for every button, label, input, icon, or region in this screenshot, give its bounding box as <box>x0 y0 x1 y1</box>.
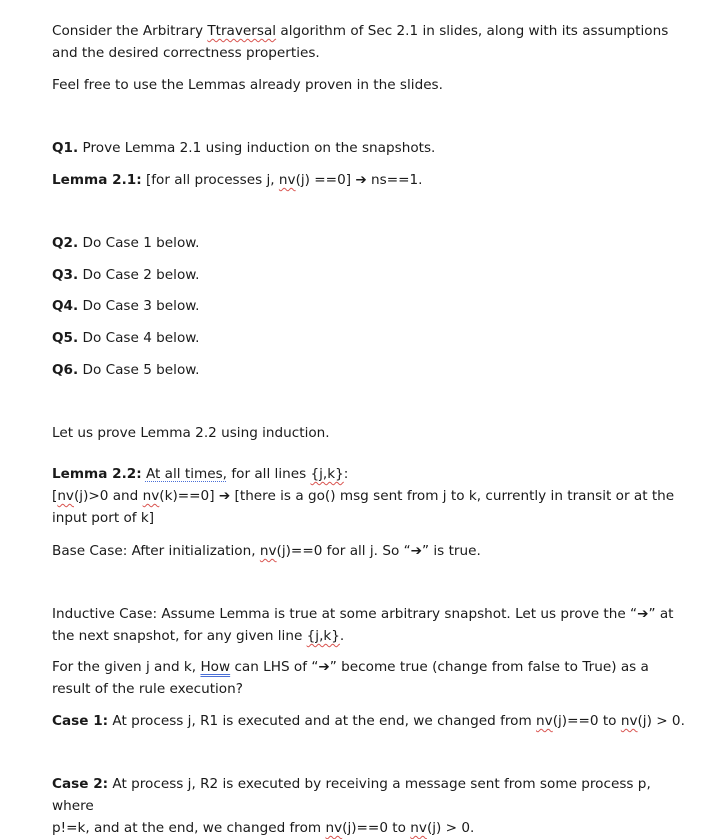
lemma-2-1 <box>52 169 692 191</box>
lemma-2-2-line-jk: {j,k} <box>310 466 344 482</box>
base-case <box>52 540 692 562</box>
inductive-period: . <box>339 628 345 644</box>
lemma-2-2-text-c: for all lines <box>227 466 311 482</box>
inductive-text-b: ” at <box>648 606 674 622</box>
lemma-2-2-text-h: (j)>0 and <box>73 488 143 504</box>
lemma-2-2-text-k: [there is a go() msg sent from j to k, currently in transit or at the <box>230 488 675 504</box>
lemmas-note: Feel free to use the Lemmas already proven in the slides. <box>52 77 443 93</box>
case-1-nv-2: nv <box>620 713 638 729</box>
intro-text-2: algorithm of Sec 2.1 in slides, along with its assumptions <box>276 23 669 39</box>
lemma-2-2-text-j: (k)==0] <box>159 488 219 504</box>
lemma-2-1-nv: nv <box>278 172 296 188</box>
question-q5 <box>52 327 692 349</box>
misspelled-ttraversal: Ttraversal <box>207 23 277 39</box>
case-1-text-e: (j) > 0. <box>637 713 685 729</box>
lemma-2-1-text-d: ns==1. <box>366 172 423 188</box>
q6-text: Do Case 5 below. <box>78 362 200 378</box>
lemma-2-2-nv-1: nv <box>57 488 74 504</box>
given-jk-question <box>52 656 692 700</box>
lemma-2-2-label: Lemma 2.2: <box>52 466 142 482</box>
implies-arrow-icon: ➔ <box>637 606 649 622</box>
q5-text: Do Case 4 below. <box>78 330 200 346</box>
case-2-text-f: (j) > 0. <box>426 820 475 836</box>
implies-arrow-icon: ➔ <box>218 488 231 504</box>
question-q1 <box>52 137 692 159</box>
given-text-a: For the given j and k, <box>52 659 201 675</box>
q4-text: Do Case 3 below. <box>78 298 200 314</box>
base-case-text-c: (j)==0 for all j. So “ <box>276 543 411 559</box>
q5-label: Q5. <box>52 330 79 346</box>
case-2-text-b: p!=k, and at the end, we changed from <box>52 820 326 836</box>
case-2-text-d: (j)==0 to <box>342 820 411 836</box>
given-text-d: ” become true (change from false to True) as a <box>329 659 649 675</box>
q3-text: Do Case 2 below. <box>78 267 200 283</box>
q1-label: Q1. <box>52 140 79 156</box>
case-1 <box>52 710 692 732</box>
case-2-nv-2: nv <box>410 820 427 836</box>
inductive-line-jk: {j,k} <box>306 628 340 644</box>
question-q2 <box>52 232 692 254</box>
lemma-2-1-label: Lemma 2.1: <box>52 172 142 188</box>
given-text-c: can LHS of “ <box>230 659 319 675</box>
question-q3 <box>52 264 692 286</box>
lemma-2-2-nv-2: nv <box>142 488 160 504</box>
intro-text-3: and the desired correctness properties. <box>52 45 320 61</box>
case-1-nv-1: nv <box>536 713 553 729</box>
implies-arrow-icon: ➔ <box>410 543 423 559</box>
q6-label: Q6. <box>52 362 79 378</box>
implies-arrow-icon: ➔ <box>318 659 330 675</box>
intro-paragraph <box>52 20 692 64</box>
base-case-text-a: Base Case: After initialization, <box>52 543 260 559</box>
lemma-2-2-colon: : <box>343 466 349 482</box>
lemma-2-2-at-all-times: At all times, <box>145 466 228 482</box>
lemma-2-2-bracket: [ <box>52 488 58 504</box>
given-text-e: result of the rule execution? <box>52 681 243 697</box>
case-1-label: Case 1: <box>52 713 109 729</box>
intro-text-1: Consider the Arbitrary <box>52 23 208 39</box>
case-2-label: Case 2: <box>52 776 109 792</box>
case-2 <box>52 773 692 839</box>
inductive-text-a: Inductive Case: Assume Lemma is true at some arbitrary snapshot. Let us prove the “ <box>52 606 638 622</box>
lemma-2-1-text-a: [for all processes j, <box>141 172 279 188</box>
case-2-text-a: At process j, R2 is executed by receiving a message sent from some process p, where <box>52 776 651 814</box>
question-q4 <box>52 295 692 317</box>
q4-label: Q4. <box>52 298 79 314</box>
implies-arrow-icon: ➔ <box>355 172 367 188</box>
q2-label: Q2. <box>52 235 79 251</box>
case-1-text-a: At process j, R1 is executed and at the end, we changed from <box>108 713 537 729</box>
inductive-text-c: the next snapshot, for any given line <box>52 628 307 644</box>
case-1-text-c: (j)==0 to <box>552 713 621 729</box>
case-2-nv-1: nv <box>325 820 343 836</box>
base-case-nv: nv <box>259 543 277 559</box>
prove-lemma-2-2: Let us prove Lemma 2.2 using induction. <box>52 425 330 441</box>
inductive-case <box>52 603 692 647</box>
q1-text: Prove Lemma 2.1 using induction on the snapshots. <box>78 140 436 156</box>
question-q6 <box>52 359 692 381</box>
lemma-2-2-text-l: input port of k] <box>52 510 155 526</box>
lemma-2-2 <box>52 463 692 529</box>
base-case-text-d: ” is true. <box>422 543 481 559</box>
q2-text: Do Case 1 below. <box>78 235 200 251</box>
given-how: How <box>200 659 231 675</box>
lemma-2-1-text-c: (j) ==0] <box>295 172 356 188</box>
q3-label: Q3. <box>52 267 79 283</box>
